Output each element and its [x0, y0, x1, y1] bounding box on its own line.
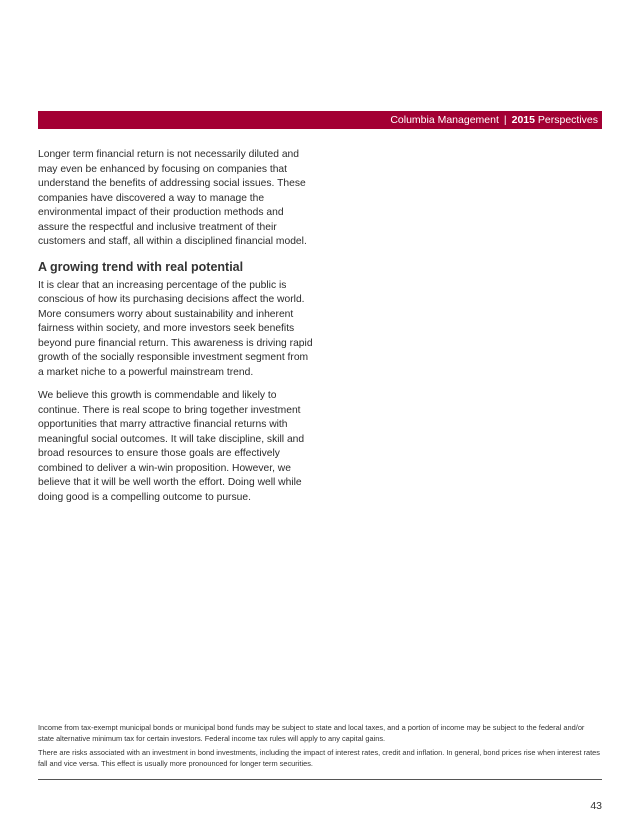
header-brand: Columbia Management — [390, 114, 499, 126]
body-paragraph-3: We believe this growth is commendable and likely to continue. There is real scope to bring together investment opportunities that marry attractive financial returns with meaningful social outcomes. It will take discipline, skill and broad resources to ensure those goals are effectively combined to deliver a win-win proposition. However, we believe that it will be well worth the effort. Doing well while doing good is a compelling outcome to pursue. — [38, 390, 305, 503]
running-header — [38, 111, 602, 129]
header-publication: Perspectives — [537, 114, 598, 126]
intro-paragraph: Longer term financial return is not necessarily diluted and may even be enhanced by focusing on companies that understand the benefits of addressing social issues. These companies have discovered a way to manage the environmental impact of their production methods and assure the respectful and inclusive treatment of their customers and staff, all within a disciplined financial model. — [38, 149, 307, 247]
header-separator: | — [503, 114, 507, 126]
header-year: 2015 — [511, 114, 535, 126]
section-heading: A growing trend with real potential — [38, 259, 244, 274]
main-text-column — [38, 148, 313, 514]
body-paragraph-2: It is clear that an increasing percentage of the public is conscious of how its purchasing decisions affect the world. More consumers worry about sustainability and inherent fairness within society, and more investors seek benefits beyond pure financial return. This awareness is driving rapid growth of the socially responsible investment segment from a market niche to a powerful mainstream trend. — [38, 279, 313, 378]
footer-rule — [38, 779, 602, 780]
risk-footnote: There are risks associated with an investment in bond investments, including the impact of interest rates, credit and inflation. In general, bond prices rise when interest rates fall and vice versa. This effect is usually more pronounced for longer term securities. — [38, 748, 600, 768]
tax-footnote: Income from tax-exempt municipal bonds or municipal bond funds may be subject to state and local taxes, and a portion of income may be subject to the federal and/or state alternative minimum tax for certain investors. Federal income tax rules will apply to any capital gains. — [38, 723, 585, 743]
footnotes — [38, 723, 602, 773]
page-number: 43 — [590, 800, 602, 812]
